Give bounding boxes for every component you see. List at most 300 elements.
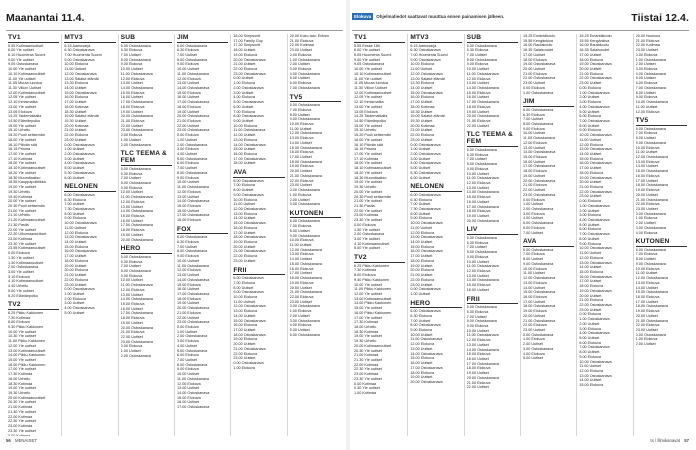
program-entry: 2.00 Ostoskanava [522, 206, 554, 211]
program-entry: 18.00 Kotimaa [410, 104, 435, 109]
program-entry: 9.00 Elokuva [120, 185, 143, 190]
program-entry: 18.00 Kotimaa [64, 104, 89, 109]
schedule-column [119, 34, 175, 436]
program-entry: 22.00 Uutiset [120, 335, 143, 340]
program-entry: 17.00 Ostoskanava [120, 311, 153, 316]
program-entry: 17.30 Simpsonit [233, 43, 261, 48]
channel-heading: FRII [467, 296, 518, 305]
program-entry: 9.00 Ostoskanava [233, 290, 264, 295]
program-entry: 8.00 Uutiset [635, 90, 656, 95]
program-entry: 4.00 Elokuva [522, 351, 545, 356]
program-entry: 2.00 Uutiset [289, 313, 310, 318]
program-entry: 18.00 Ostoskanava [233, 235, 266, 240]
program-entry: 3.00 Uutiset [64, 301, 85, 306]
program-entry: 23.00 Uutiset [522, 327, 546, 332]
magazine-name: MENAISET [14, 438, 37, 443]
program-entry: 16.00 Elokuva [635, 173, 660, 178]
program-entry: 10.00 Uutiset [176, 258, 200, 263]
program-entry: 6.30 Elokuva [466, 240, 489, 245]
program-entry: 3.00 Ostoskanava [289, 318, 320, 323]
program-entry: 19.30 Urheilu [354, 185, 377, 190]
program-entry: 1.00 Elokuva [233, 365, 255, 370]
program-entry: 4.00 Ostoskanava [579, 218, 610, 223]
program-entry: 0.00 Ostoskanava [635, 332, 666, 337]
program-entry: 16.00 Uutiset [176, 208, 200, 213]
program-entry: 6.00 Ostoskanava [466, 305, 497, 310]
program-entry: 13.30 Elokuva [64, 81, 89, 86]
program-entry: 21.00 Yle uutiset [8, 208, 36, 213]
program-entry: 9.00 Elokuva [120, 62, 143, 67]
program-entry: 7.00 Uutiset [176, 166, 197, 171]
program-entry: 16.00 Uutiset [176, 95, 200, 100]
program-entry: 15.00 Elokuva [466, 90, 491, 95]
program-entry: 3.00 Yle uutiset [354, 236, 380, 241]
program-entry: 9.00 Ostoskanava [635, 261, 666, 266]
program-entry: 18.30 Uutiset [410, 109, 433, 114]
program-entry: 23.30 Yle uutiset [8, 241, 36, 246]
program-entry: 20.00 Koko talo: Eriksin [289, 34, 330, 38]
program-entry: 6.00 Ostoskanava [176, 43, 208, 48]
program-entry: 11.00 Uutiset [289, 126, 312, 131]
program-entry: 21.00 Uutiset [410, 128, 433, 133]
program-entry: 4.00 Uutiset [176, 343, 197, 348]
program-entry: 6.00 Ostoskanava [466, 43, 497, 48]
program-entry: 7.00 Huomenta Suomi [410, 52, 448, 57]
program-entry: 10.00 Elokuva [522, 266, 547, 271]
program-entry: 16.00 Elokuva [233, 225, 258, 230]
program-entry: 5.00 Ostoskanava [176, 348, 208, 353]
program-entry: 12.00 Elokuva [176, 189, 201, 194]
program-entry: 13.00 Uutiset [522, 145, 546, 150]
program-entry: 7.00 Uutiset [522, 117, 543, 122]
channel-heading: NELONEN [410, 183, 461, 192]
program-entry: 10.00 Yle uutiset [8, 67, 36, 72]
program-entry: 2.00 Uutiset [289, 197, 310, 202]
program-entry: 19.00 Uutiset [466, 214, 489, 218]
program-entry: 12.00 Uutiset [233, 133, 256, 138]
program-entry: 15.00 Ostoskanava [233, 318, 266, 323]
program-entry: 8.00 Uutiset [635, 257, 656, 262]
program-entry: 16.00 Elokuva [233, 323, 258, 328]
program-entry: 23.00 Ostoskanava [233, 71, 266, 76]
program-entry: 18.10 Kotimaanuutiset [8, 166, 46, 171]
program-entry: 4.00 Elokuva [289, 323, 312, 328]
program-entry: 10.00 Uutiset [410, 332, 433, 337]
program-entry: 15.00 Elokuva [120, 302, 145, 306]
program-entry: 17.10 Kotimaa [354, 156, 379, 161]
program-entry: 6.00 Elokuva [579, 114, 601, 119]
program-entry: 18.00 Elokuva [522, 57, 547, 62]
program-entry: 1.00 Ostoskanava [579, 317, 610, 322]
program-entry: 0.00 Kotimaa [354, 381, 377, 386]
program-entry: 11.05 Muuta luontoa [8, 81, 42, 86]
program-entry: 15.55 Kengänkiva [522, 38, 554, 43]
program-entry: 7.30 Kotimaa [8, 315, 31, 320]
program-entry: 16.00 Elokuva [635, 294, 660, 299]
program-entry: 18.00 Elokuva [410, 258, 435, 263]
program-entry: 21.00 Elokuva [579, 298, 604, 303]
program-entry: 2.00 Uutiset [522, 342, 543, 347]
program-entry: 7.00 Uutiset [176, 358, 197, 362]
program-entry: 11.00 Uutiset [579, 137, 602, 142]
program-entry: 10.00 Yle uutiset [354, 282, 382, 287]
program-entry: 6.00 Uutiset [410, 175, 431, 180]
program-entry: 13.00 Uutiset [466, 81, 489, 86]
program-entry: 22.00 Elokuva [64, 133, 89, 138]
program-entry: 18.30 Muumilaakso [354, 175, 387, 180]
program-entry: 3.00 Elokuva [579, 326, 601, 331]
program-entry: 20.00 Uutiset [579, 180, 602, 185]
program-entry: 22.00 Kotimaa [289, 43, 314, 48]
channel-heading: AVA [233, 169, 284, 178]
program-entry: 18.00 Elokuva [522, 169, 547, 174]
program-entry: 13.00 Uutiset [120, 204, 143, 209]
schedule-column [231, 34, 287, 436]
program-entry: 13.00 Uutiset [466, 342, 489, 347]
program-entry: 8.00 Ostoskanava [466, 57, 497, 62]
program-entry: 12.00 Elokuva [579, 255, 604, 260]
program-entry: 5.00 Yle uutiset [354, 246, 380, 251]
program-entry: 9.00 Elokuva [579, 128, 601, 133]
program-entry: 7.00 Uutiset [176, 244, 197, 249]
program-entry: 8.00 Ostoskanava [466, 250, 497, 255]
program-entry: 16.00 Uutiset [466, 287, 489, 292]
program-entry: 3.00 Elokuva [635, 67, 658, 72]
program-entry: 19.00 Elokuva [289, 164, 314, 169]
program-entry: 22.00 Uutiset [466, 123, 489, 128]
program-entry: 10.00 Uutiset [522, 131, 546, 136]
program-entry: 11.00 Ostoskanava [233, 128, 266, 133]
program-entry: 6.00 Ostoskanava [289, 219, 320, 224]
program-entry: 19.00 Yle uutiset [8, 185, 36, 190]
program-entry: 4.00 Ostoskanava [579, 104, 610, 109]
program-entry: 15.00 Elokuva [410, 244, 435, 249]
program-entry: 20.00 Ostoskanava [410, 379, 443, 384]
program-entry: 8.00 Uutiset [579, 123, 600, 128]
program-entry: 21.00 Elokuva [522, 71, 547, 76]
program-entry: 6.15 Aamusarja [410, 43, 437, 48]
program-entry: 13.00 Yle uutiset [8, 104, 36, 109]
program-entry: 13.00 Elokuva [233, 137, 258, 142]
program-entry: 18.00 Elokuva [120, 316, 145, 321]
program-entry: 16.35 Salaisuudet [579, 48, 610, 53]
program-entry: 22.00 Ostoskanava [579, 189, 612, 194]
program-entry: 22.00 Uutiset [522, 188, 546, 193]
program-entry: 16.00 Ostoskanava [410, 249, 443, 254]
program-entry: 17.00 Ostoskanava [176, 213, 210, 218]
program-entry: 14.00 Uutiset [635, 164, 658, 169]
program-entry: 12.00 Elokuva [120, 199, 145, 204]
program-entry: 14.00 Ostoskanava [466, 190, 499, 195]
program-entry: 16.00 Yle uutiset [354, 137, 382, 142]
program-entry: 6.00 Ostoskanava [410, 309, 441, 314]
program-entry: 12.00 Ostoskanava [635, 276, 668, 281]
program-entry: 9.00 Elokuva [176, 254, 199, 259]
program-entry: 15.00 Yle uutiset [8, 358, 36, 362]
program-entry: 19.00 Elokuva [635, 188, 660, 193]
program-entry: 16.15 Prisma [354, 147, 377, 152]
program-entry: 22.00 Elokuva [64, 277, 89, 282]
program-entry: 7.30 Kotimaa [354, 268, 377, 273]
program-entry: 15.00 Uutiset [233, 147, 256, 152]
program-entry: 12.00 Kotimaanuutiset [354, 90, 392, 95]
program-entry: 7.00 Elokuva [233, 109, 255, 114]
program-entry: 9.30 Pikku Kakkonen [354, 277, 390, 282]
program-entry: 20.00 Uutiset [289, 285, 312, 290]
program-entry: 9.00 Elokuva [579, 354, 601, 359]
program-entry: 20.00 Elokuva [410, 268, 435, 273]
program-entry: 16.00 Uutiset [466, 199, 489, 204]
right-page [350, 0, 696, 450]
program-entry: 15.20 Puoli seitsemän [354, 133, 391, 138]
program-entry: 0.00 Elokuva [579, 312, 601, 317]
program-entry: 4.40 Urheilu [8, 284, 29, 289]
program-entry: 7.00 Uutiset [466, 314, 487, 319]
schedule-column [465, 34, 521, 436]
program-entry: 23.00 Kotimaa [8, 236, 33, 241]
program-entry: 9.00 Elokuva [176, 175, 199, 180]
program-entry: 19.00 Salatut elämät [64, 114, 99, 119]
program-entry: 21.00 Ostoskanava [289, 290, 322, 295]
program-entry: 14.00 Pikku Kakkonen [8, 353, 46, 358]
program-entry: 22.00 Yle uutiset [354, 208, 382, 213]
program-entry: 2.00 Ostoskanava [233, 85, 264, 90]
program-entry: 16.10 Päivän sää [354, 142, 383, 147]
program-entry: 8.00 Ostoskanava [120, 268, 151, 273]
program-entry: 17.00 Uutiset [522, 52, 546, 57]
program-entry: 5.00 Uutiset [579, 222, 600, 227]
program-entry: 16.00 Elokuva [289, 266, 314, 271]
program-entry: 17.00 Ostoskanava [466, 361, 499, 366]
program-entry: 17.00 Ostoskanava [522, 164, 556, 169]
header-rule [6, 30, 343, 31]
program-entry: 8.00 Uutiset [64, 211, 85, 216]
program-entry: 15.00 Ostoskanava [522, 290, 556, 295]
page-title: Tiistai 12.4. [631, 12, 689, 24]
program-entry: 9.00 Ostoskanava [522, 261, 554, 266]
program-entry: 21.00 Kotimaa [8, 405, 33, 410]
program-entry: 22.00 Kotimaa [354, 362, 379, 367]
program-entry: 14.00 Ostoskanava [176, 199, 210, 204]
program-entry: 20.00 Ostoskanava [176, 306, 210, 311]
program-entry: 10.00 Ostoskanava [579, 246, 612, 251]
program-entry: 4.00 Uutiset [176, 152, 197, 157]
program-entry: 22.00 Uutiset [176, 315, 200, 320]
program-entry: 15.00 Elokuva [64, 244, 89, 249]
program-entry: 18.00 Ostoskanava [635, 304, 668, 309]
program-entry: 15.00 Ostoskanava [635, 169, 668, 174]
program-entry: 18.00 Elokuva [120, 104, 145, 109]
program-entry: 10.00 Uutiset [120, 190, 143, 195]
program-entry: 12.00 Elokuva [466, 76, 491, 81]
program-entry: 15.00 Ostoskanava [289, 261, 322, 266]
program-entry: 6.00 Ostoskanava [410, 192, 441, 197]
program-entry: 12.10 Ihmismatka [8, 100, 38, 105]
program-entry: 22.00 Elokuva [635, 202, 660, 207]
program-entry: 12.00 Elokuva [466, 338, 491, 343]
program-entry: 16.00 Yle uutiset [8, 137, 36, 142]
program-entry: 1.00 Elokuva [635, 337, 658, 342]
program-entry: 5.00 Uutiset [64, 310, 85, 315]
program-entry: 9.00 Ostoskanava [635, 140, 666, 145]
page-footer [6, 438, 37, 446]
program-entry: 13.30 Elokuva [410, 81, 435, 86]
program-entry: 12.00 Elokuva [410, 230, 435, 235]
program-entry: 6.00 Ostoskanava [635, 126, 666, 131]
program-entry: 7.00 Uutiset [466, 245, 487, 250]
program-entry: 10.00 Uutiset [120, 278, 143, 283]
program-entry: 13.00 Salatut elämät [410, 76, 445, 81]
program-entry: 23.00 Ostoskanava [120, 339, 153, 344]
program-entry: 14.00 Ostoskanava [176, 277, 210, 282]
header-note [352, 13, 504, 20]
channel-heading: NELONEN [64, 183, 115, 192]
channel-heading: SUB [121, 34, 172, 43]
program-entry: 13.00 Elokuva [289, 136, 314, 141]
program-entry: 9.00 Ostoskanava [289, 117, 320, 122]
program-entry: 6.10 Huomenta Suomi [8, 52, 46, 57]
channel-heading: TLC TEEMA & FEM [121, 150, 172, 166]
program-entry: 20.00 Ostoskanava [120, 114, 153, 119]
program-entry: 12.10 Ihmismatka [354, 100, 384, 105]
program-entry: 9.00 Yle uutiset [8, 57, 34, 62]
program-entry: 11.00 Yle uutiset [354, 76, 382, 81]
program-entry: 1.00 Ostoskanava [289, 57, 320, 62]
program-entry: 0.00 Ostoskanava [522, 332, 554, 337]
program-entry: 20.30 Yle uutiset [8, 400, 36, 405]
program-entry: 14.00 Uutiset [410, 85, 433, 90]
program-entry: 19.40 Kotimaa [8, 194, 33, 199]
program-entry: 14.00 Ostoskanava [176, 85, 210, 90]
program-entry: 5.55 Eesse 18h [354, 43, 381, 48]
program-entry: 0.00 Elokuva [635, 52, 658, 57]
program-entry: 19.00 Uutiset [466, 371, 489, 376]
program-entry: 23.00 Uutiset [233, 356, 256, 361]
program-entry: 6.30 Elokuva [120, 171, 143, 176]
program-entry: 17.00 Uutiset [233, 230, 256, 235]
program-entry: 12.00 Ostoskanava [233, 206, 266, 211]
program-entry: 16.00 Ostoskanava [64, 249, 97, 254]
program-entry: 20.00 Uutiset [579, 67, 602, 72]
program-entry: 6.00 Yle uutiset [8, 48, 34, 53]
program-entry: 9.00 Elokuva [466, 166, 489, 171]
program-entry: 23.00 Uutiset [522, 81, 546, 86]
program-entry: 6.00 Elokuva [579, 227, 601, 232]
program-entry: 14.00 Ostoskanava [120, 209, 153, 214]
program-entry: 9.05 Ostoskanava [354, 62, 385, 67]
program-entry: 13.00 Uutiset [466, 273, 489, 278]
program-entry: 11.30 Viikon Uutiset [354, 85, 388, 90]
program-entry: 19.00 Ostoskanava [579, 175, 612, 180]
program-entry: 3.00 Elokuva [176, 339, 199, 344]
program-entry: 15.00 Ostoskanava [64, 90, 97, 95]
program-entry: 20.00 Kotimaanuutiset [354, 343, 392, 348]
program-entry: 9.00 Ostoskanava [64, 57, 95, 62]
program-entry: 10.00 Ostoskanava [579, 359, 612, 364]
program-entry: 18.00 Elokuva [466, 104, 491, 109]
program-entry: 18.00 Elokuva [466, 366, 491, 371]
program-entry: 13.00 Elokuva [635, 280, 660, 285]
program-entry: 11.00 Uutiset [233, 299, 256, 304]
program-entry: 6.00 Elokuva [522, 225, 545, 230]
program-entry: 17.00 Ostoskanava [120, 223, 153, 228]
program-entry: 22.00 Elokuva [233, 67, 258, 72]
program-entry: 21.00 Ostoskanava [233, 346, 266, 351]
program-entry: 6.30 Ostoskanava [64, 48, 95, 53]
program-entry: 9.00 Elokuva [176, 367, 199, 372]
program-entry: 0.00 Elokuva [579, 199, 601, 204]
program-entry: 12.00 Ostoskanava [289, 131, 322, 136]
program-entry: 5.00 Ostoskanava [176, 156, 208, 161]
program-entry: 23.30 Yle uutiset [8, 428, 36, 433]
program-entry: 17.00 Uutiset [635, 299, 658, 304]
movie-tag: Elokuva [354, 14, 372, 19]
program-entry: 8.00 Ostoskanava [120, 180, 151, 185]
program-entry: 13.00 Uutiset [176, 273, 200, 278]
program-entry: 6.05 Huomenta Suomi [354, 52, 392, 57]
program-entry: 20.00 Uutiset [522, 67, 546, 72]
program-entry: 11.00 Ostoskanava [120, 283, 153, 288]
program-entry: 12.05 Yle uutiset [354, 95, 382, 100]
program-entry: 8.00 Ostoskanava [120, 57, 151, 62]
program-entry: 23.00 Uutiset [579, 194, 602, 199]
program-entry: 18.00 Urheilu [354, 324, 377, 329]
program-entry: 20.30 Puoli seitsemän [354, 194, 391, 199]
program-entry: 17.00 Uutiset [579, 52, 602, 57]
program-entry: 4.10 Kotimaanuutiset [354, 241, 390, 246]
program-entry: 15.55 Kengänkiva [579, 38, 610, 43]
program-entry: 17.00 Yle uutiset [354, 315, 382, 320]
program-entry: 10.00 Uutiset [466, 171, 489, 176]
channel-heading: FRII [233, 267, 284, 276]
program-entry: 14.00 Ostoskanava [410, 351, 443, 356]
program-entry: 20.00 Uutiset [579, 293, 602, 298]
program-entry: 21.00 Uutiset [64, 273, 87, 278]
program-entry: 16.00 Uutiset [466, 95, 489, 100]
program-entry: 15.10 Urheilu [354, 128, 377, 133]
program-entry: 12.00 Elokuva [120, 76, 145, 81]
program-entry: 21.00 Kotimaa [354, 353, 379, 358]
program-entry: 6.00 Uutiset [233, 104, 254, 109]
program-entry: 13.00 Elokuva [233, 211, 258, 216]
program-entry: 17.00 Ostoskanava [120, 100, 153, 105]
program-entry: 7.00 Huomenta Suomi [64, 52, 102, 57]
program-entry: 14.00 Ostoskanava [466, 347, 499, 352]
schedule-column [408, 34, 464, 436]
program-entry: 4.00 Ostoskanava [289, 71, 320, 76]
program-entry: 19.00 Elokuva [522, 309, 547, 314]
program-entry: 19.30 Urheilu [354, 339, 377, 344]
program-entry: 6.00 Elokuva [176, 353, 199, 358]
program-entry: 15.00 Elokuva [176, 395, 201, 400]
program-entry: 19.00 Uutiset [410, 375, 433, 380]
program-entry: 16.00 Ostoskanava [579, 274, 612, 279]
program-entry: 6.00 Ostoskanava [120, 254, 151, 259]
program-entry: 15.00 Elokuva [176, 282, 201, 287]
program-entry: 9.00 Elokuva [466, 323, 489, 328]
program-entry: 16.00 Uutiset [522, 159, 546, 164]
program-entry: 21.00 Elokuva [176, 119, 201, 123]
program-entry: 17.00 Ostoskanava [410, 365, 443, 370]
program-entry: 1.00 Uutiset [176, 137, 197, 142]
program-entry: 16.00 Pikku Kakkonen [354, 310, 392, 315]
program-entry: 8.00 Uutiset [522, 257, 543, 262]
program-entry: 7.00 Elokuva [233, 280, 255, 285]
program-entry: 6.00 Ostoskanava [64, 192, 95, 197]
program-entry: 8.00 Uutiset [579, 350, 600, 355]
program-entry: 5.00 Ostoskanava [522, 221, 554, 226]
program-entry: 23.00 Kotimaa [8, 424, 33, 429]
